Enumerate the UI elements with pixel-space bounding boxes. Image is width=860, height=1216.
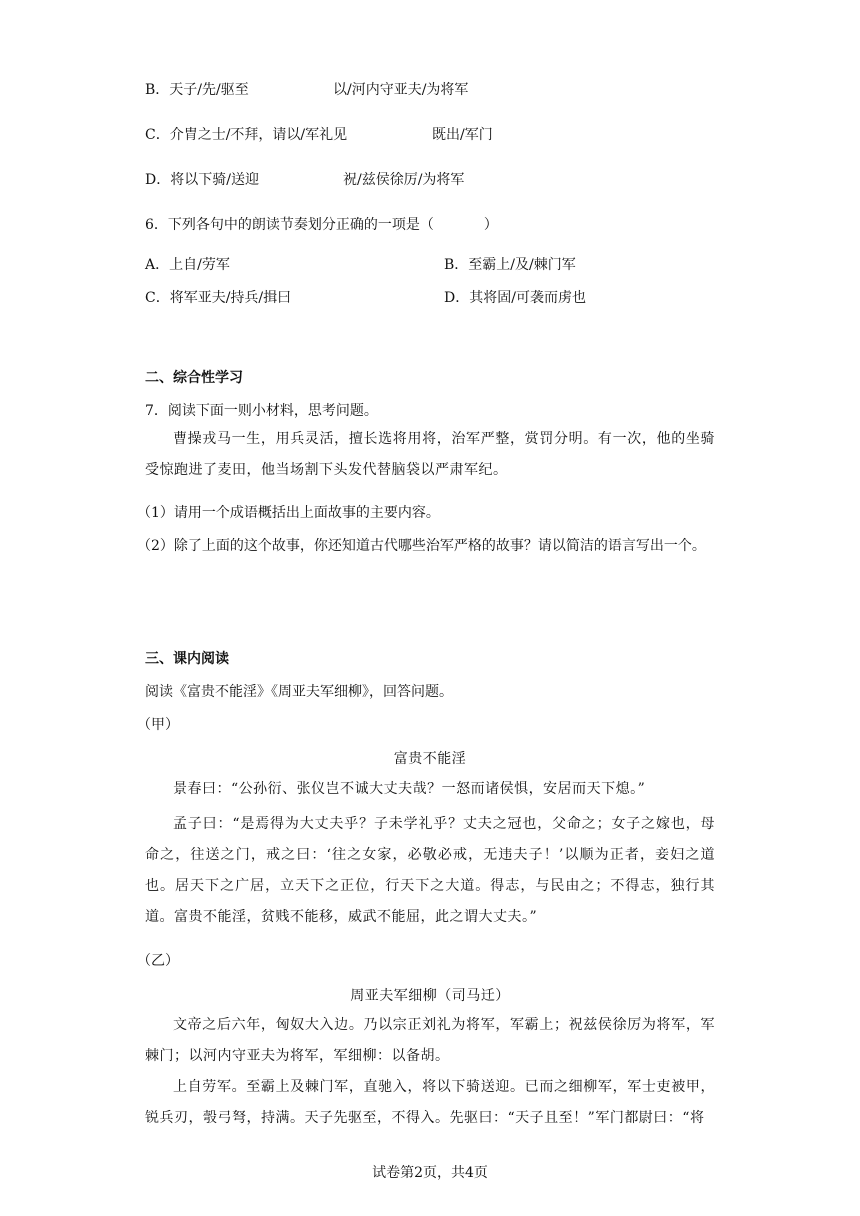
q5-option-d-part2: 祝/兹侯徐厉/为将军 — [343, 172, 465, 188]
jia-label: （甲） — [137, 717, 179, 733]
yi-paragraph-2: 上自劳军。至霸上及棘门军，直驰入，将以下骑送迎。已而之细柳军，军士吏被甲，锐兵刃，彀弓弩，持满。天子先驱至，不得入。先驱曰：“天子且至！”军门都尉曰：“将 — [145, 1079, 715, 1126]
q5-option-c-part2: 既出/军门 — [432, 127, 493, 143]
q7-material: 曹操戎马一生，用兵灵活，擅长选将用将，治军严整，赏罚分明。有一次，他的坐骑受惊跑进了麦田，他当场割下头发代替脑袋以严肃军纪。 — [145, 431, 715, 478]
q6-option-b: B．至霸上/及/棘门军 — [444, 257, 576, 273]
yi-paragraph-1: 文帝之后六年，匈奴大入边。乃以宗正刘礼为将军，军霸上；祝兹侯徐厉为将军，军棘门；以河内守亚夫为将军，军细柳：以备胡。 — [145, 1017, 715, 1064]
q6-stem-end: ） — [483, 217, 498, 233]
q5-option-d: D．将以下骑/送迎 — [145, 172, 259, 188]
jia-paragraph-2: 孟子曰：“是焉得为大丈夫乎？子未学礼乎？丈夫之冠也，父命之；女子之嫁也，母命之，往送之门，戒之曰：‘往之女家，必敬必戒，无违夫子！’以顺为正者，妾妇之道也。居天下之广居，立天下之正位，行天下之大道。得志，与民由之；不得志，独行其道。富贵不能淫，贫贱不能移，威武不能屈，此之谓大丈夫。” — [145, 816, 715, 925]
yi-label: （乙） — [137, 953, 179, 969]
q6-option-a: A．上自/劳军 — [145, 257, 230, 273]
yi-title: 周亚夫军细柳（司马迁） — [350, 988, 510, 1004]
jia-title: 富贵不能淫 — [393, 751, 467, 767]
page-footer: 试卷第2页，共4页 — [372, 1165, 488, 1181]
q6-option-c: C．将军亚夫/持兵/揖曰 — [145, 290, 292, 306]
q7-sub2: （2）除了上面的这个故事，你还知道古代哪些治军严格的故事？请以简洁的语言写出一个。 — [137, 538, 706, 554]
q5-option-b — [145, 79, 249, 99]
q6-option-d: D．其将固/可袭而虏也 — [444, 290, 586, 306]
q6-stem-text: 6．下列各句中的朗读节奏划分正确的一项是（ — [145, 217, 434, 233]
section3-heading: 三、课内阅读 — [145, 651, 229, 667]
section3-intro: 阅读《富贵不能淫》《周亚夫军细柳》，回答问题。 — [145, 684, 453, 700]
section2-heading: 二、综合性学习 — [145, 370, 243, 386]
q5-option-c: C．介胄之士/不拜，请以/军礼见 — [145, 127, 348, 143]
q6-stem — [145, 214, 498, 234]
q5-option-b-part2: 以/河内守亚夫/为将军 — [333, 82, 469, 98]
jia-paragraph-1: 景春曰：“公孙衍、张仪岂不诚大丈夫哉？一怒而诸侯惧，安居而天下熄。” — [173, 781, 646, 797]
q7-sub1: （1）请用一个成语概括出上面故事的主要内容。 — [137, 505, 440, 521]
q5-option-b-part1: B．天子/先/驱至 — [145, 82, 249, 98]
q7-stem: 7．阅读下面一则小材料，思考问题。 — [145, 403, 378, 419]
